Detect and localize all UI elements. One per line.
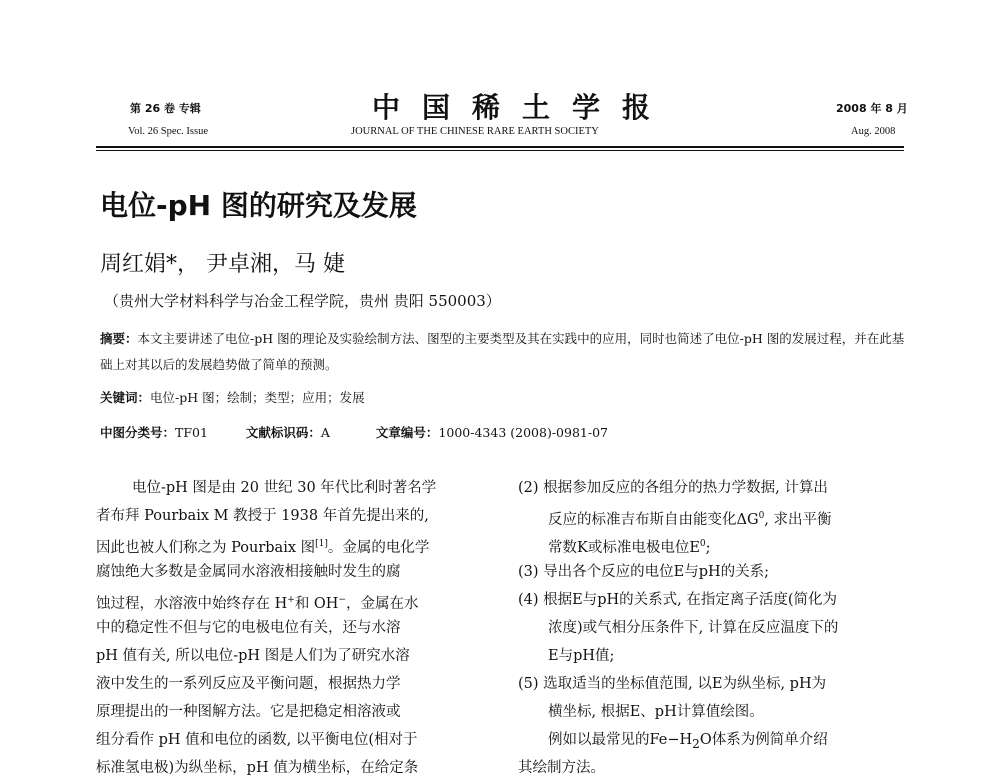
- keywords-label: 关键词：: [100, 390, 151, 405]
- clc-label: 中图分类号：: [100, 425, 176, 440]
- keywords: [100, 388, 365, 406]
- body-text: ，金属在水: [346, 595, 419, 612]
- superscript: 0: [699, 539, 706, 549]
- body-text: 反应的标准吉布斯自由能变化ΔG: [548, 511, 759, 528]
- article-title: 电位-pH 图的研究及发展: [100, 189, 417, 222]
- body-text: 。金属的电化学: [327, 539, 430, 556]
- body-line: [96, 586, 484, 614]
- superscript: −: [338, 595, 347, 605]
- volume-en: Vol. 26 Spec. Issue: [128, 126, 209, 137]
- affiliation: （贵州大学材料科学与冶金工程学院，贵州 贵阳 550003）: [104, 292, 501, 310]
- body-left-column: [96, 474, 484, 782]
- clc-value: TF01: [175, 425, 208, 440]
- date-cn: 2008 年 8 月: [836, 102, 908, 115]
- body-line: 者布拜 Pourbaix M 教授于 1938 年首先提出来的,: [96, 508, 429, 524]
- body-text: 因此也被人们称之为 Pourbaix 图: [96, 539, 316, 556]
- subscript: 2: [692, 736, 700, 751]
- body-text: 例如以最常见的Fe−H: [548, 732, 693, 748]
- body-line: 腐蚀绝大多数是金属同水溶液相接触时发生的腐: [96, 564, 401, 580]
- doc-code-value: A: [320, 425, 330, 440]
- journal-title-en: JOURNAL OF THE CHINESE RARE EARTH SOCIETY: [351, 126, 599, 137]
- header-rule-thick: [96, 146, 904, 148]
- body-text: 蚀过程，水溶液中始终存在 H: [96, 595, 288, 612]
- body-line: 浓度)或气相分压条件下, 计算在反应温度下的: [548, 620, 839, 636]
- body-line: E与pH值;: [548, 648, 615, 664]
- body-line: pH 值有关, 所以电位-pH 图是人们为了研究水溶: [96, 648, 410, 664]
- body-text: 和 OH: [294, 595, 339, 612]
- body-line: 标准氢电极)为纵坐标，pH 值为横坐标，在给定条: [96, 760, 419, 776]
- abstract: [100, 326, 908, 378]
- body-line: 液中发生的一系列反应及平衡问题，根据热力学: [96, 676, 401, 692]
- journal-title-cn: 中国稀土学报: [372, 91, 673, 124]
- body-line: [518, 726, 908, 754]
- body-text: O体系为例简单介绍: [699, 732, 828, 748]
- superscript: +: [287, 595, 295, 605]
- body-line: [518, 502, 908, 530]
- citation-ref: [1]: [315, 539, 328, 549]
- body-line: (3) 导出各个反应的电位E与pH的关系;: [518, 564, 770, 580]
- authors: 周红娟*， 尹卓湘，马 婕: [100, 252, 345, 277]
- classification-row: [100, 423, 608, 441]
- body-text: , 求出平衡: [764, 511, 832, 528]
- abstract-label: 摘要：: [100, 331, 138, 346]
- article-no-value: 1000-4343 (2008)-0981-07: [438, 425, 608, 440]
- doc-code-label: 文献标识码：: [245, 425, 321, 440]
- date-en: Aug. 2008: [851, 126, 896, 137]
- body-line: 横坐标, 根据E、pH计算值绘图。: [548, 704, 764, 720]
- body-right-column: [518, 474, 908, 782]
- body-line: [96, 530, 484, 558]
- volume-cn: 第 26 卷 专辑: [130, 102, 201, 115]
- body-line: 电位-pH 图是由 20 世纪 30 年代比利时著名学: [132, 480, 437, 496]
- abstract-text: 本文主要讲述了电位-pH 图的理论及实验绘制方法、图型的主要类型及其在实践中的应用，同时也简述了电位-pH 图的发展过程，并在此基础上对其以后的发展趋势做了简单的预测。: [100, 331, 905, 372]
- body-line: (4) 根据E与pH的关系式, 在指定离子活度(简化为: [518, 592, 838, 608]
- body-line: 组分看作 pH 值和电位的函数, 以平衡电位(相对于: [96, 732, 418, 748]
- article-no-label: 文章编号：: [375, 425, 439, 440]
- superscript: 0: [758, 511, 765, 521]
- body-line: 中的稳定性不但与它的电极电位有关，还与水溶: [96, 620, 401, 636]
- body-text: ;: [705, 539, 711, 556]
- body-line: (2) 根据参加反应的各组分的热力学数据, 计算出: [518, 480, 828, 496]
- body-line: 原理提出的一种图解方法。它是把稳定相溶液或: [96, 704, 401, 720]
- body-line: (5) 选取适当的坐标值范围, 以E为纵坐标, pH为: [518, 676, 827, 692]
- body-line: [518, 530, 908, 558]
- body-line: 其绘制方法。: [518, 760, 605, 776]
- header-rule-thin: [96, 150, 904, 151]
- keywords-text: 电位-pH 图；绘制；类型；应用；发展: [150, 390, 365, 405]
- body-text: 常数K或标准电极电位E: [548, 539, 700, 556]
